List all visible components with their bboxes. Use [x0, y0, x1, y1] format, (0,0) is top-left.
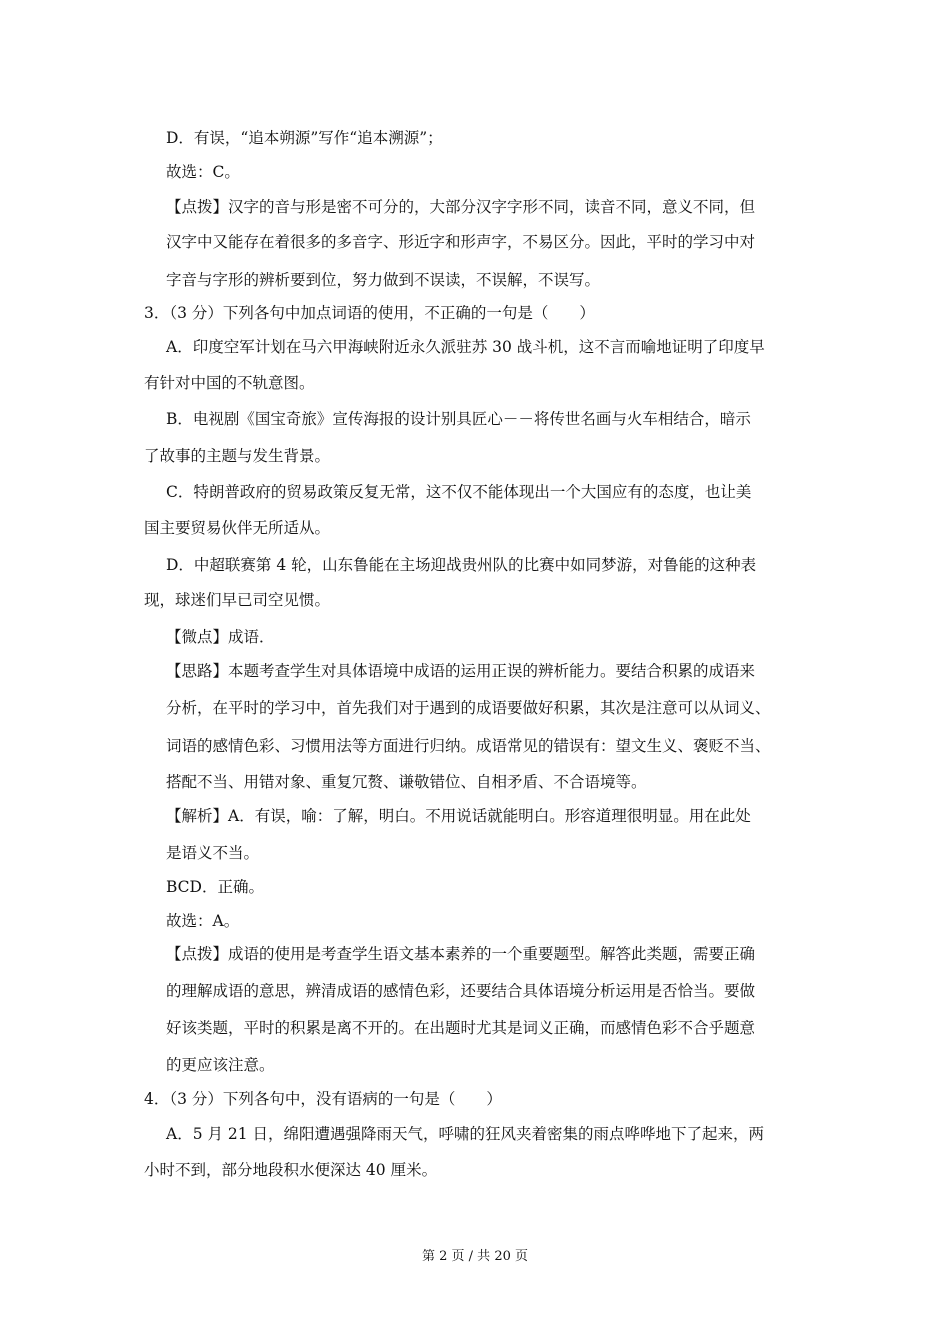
option-a: A．印度空军计划在马六甲海峡附近永久派驻苏 30 战斗机，这不言而喻地证明了印度早: [166, 338, 765, 356]
text-line: 好该类题，平时的积累是离不开的。在出题时尤其是词义正确，而感情色彩不合乎题意: [166, 1019, 756, 1037]
text-line: 【微点】成语．: [166, 628, 275, 646]
text-line: 的理解成语的意思，辨清成语的感情色彩，还要结合具体语境分析运用是否恰当。要做: [166, 982, 756, 1000]
text-line: 故选：C。: [166, 163, 240, 181]
text-line: 【点拨】汉字的音与形是密不可分的，大部分汉字字形不同，读音不同，意义不同，但: [166, 198, 756, 216]
option-a-cont: 有针对中国的不轨意图。: [144, 374, 315, 392]
text-line: 字音与字形的辨析要到位，努力做到不误读，不误解，不误写。: [166, 271, 601, 289]
text-line: BCD．正确。: [166, 878, 264, 896]
text-line: 分析，在平时的学习中，首先我们对于遇到的成语要做好积累，其次是注意可以从词义、: [166, 699, 771, 717]
text-line: 是语义不当。: [166, 844, 260, 862]
option-c-cont: 国主要贸易伙伴无所适从。: [144, 519, 331, 537]
page-footer: 第 2 页 / 共 20 页: [422, 1249, 528, 1264]
text-line: 搭配不当、用错对象、重复冗赘、谦敬错位、自相矛盾、不合语境等。: [166, 773, 647, 791]
text-line: 汉字中又能存在着很多的多音字、形近字和形声字，不易区分。因此，平时的学习中对: [166, 233, 756, 251]
option-b-cont: 了故事的主题与发生背景。: [144, 447, 331, 465]
q4-option-a-cont: 小时不到，部分地段积水便深达 40 厘米。: [144, 1161, 438, 1179]
q4-option-a: A．5 月 21 日，绵阳遭遇强降雨天气，呼啸的狂风夹着密集的雨点哗哗地下了起来，两: [166, 1125, 765, 1143]
text-line: 【解析】A．有误，喻：了解，明白。不用说话就能明白。形容道理很明显。用在此处: [166, 807, 751, 825]
text-line: 的更应该注意。: [166, 1056, 275, 1074]
text-line: 词语的感情色彩、习惯用法等方面进行归纳。成语常见的错误有：望文生义、褒贬不当、: [166, 737, 771, 755]
option-d: D．中超联赛第 4 轮，山东鲁能在主场迎战贵州队的比赛中如同梦游，对鲁能的这种表: [166, 556, 757, 574]
option-b: B．电视剧《国宝奇旅》宣传海报的设计别具匠心－－将传世名画与火车相结合，暗示: [166, 410, 751, 428]
question-4-stem: 4．（3 分）下列各句中，没有语病的一句是（ ）: [144, 1090, 502, 1108]
text-line: 【思路】本题考查学生对具体语境中成语的运用正误的辨析能力。要结合积累的成语来: [166, 662, 756, 680]
text-line: 【点拨】成语的使用是考查学生语文基本素养的一个重要题型。解答此类题，需要正确: [166, 945, 756, 963]
text-line: D．有误，“追本朔源”写作“追本溯源”；: [166, 129, 443, 147]
question-3-stem: 3．（3 分）下列各句中加点词语的使用，不正确的一句是（ ）: [144, 304, 595, 322]
option-d-cont: 现，球迷们早已司空见惯。: [144, 591, 331, 609]
text-line: 故选：A。: [166, 912, 240, 930]
option-c: C．特朗普政府的贸易政策反复无常，这不仅不能体现出一个大国应有的态度，也让美: [166, 483, 752, 501]
